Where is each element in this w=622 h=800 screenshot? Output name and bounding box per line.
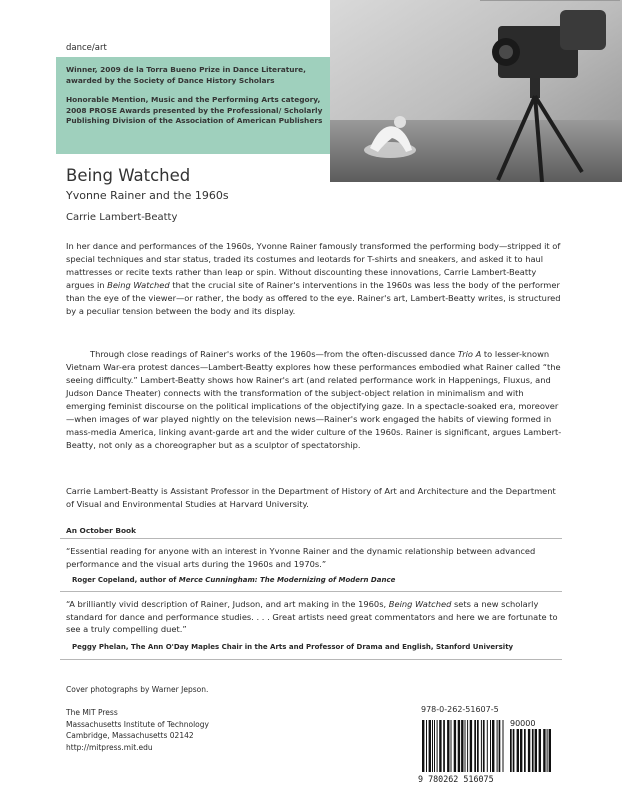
barcode-bar [454,720,456,772]
description-paragraph-2: Through close readings of Rainer's works of the 1960s—from the often-discussed dance Trio A to lesser-known Vietnam War-era protest dances—Lambert-Beatty explores how these performances embodied what Rainer called “the seeing difficulty.” Lambert-Beatty shows how Rainer's art (and related performance work in Happenings, Fluxus, and Judson Dance Theater) connects with the transformation of the subject-object relation in minimalism and with emerging feminist discourse on the political implications of the objectifying gaze. In a spectacle-soaked era, moreover—when images of war played nightly on the television news—Rainer's work engaged the habits of viewing formed in mass-media America, linking avant-garde art and the wider culture of the 1960s. Rainer is significant, argues Lambert-Beatty, not only as a choreographer but as a sculptor of spectatorship. [66,349,562,451]
barcode-bar [499,720,501,772]
barcode-digits: 9 780262 516075 [418,774,494,784]
category-label: dance/art [66,43,107,53]
barcode-bar [490,720,491,772]
author-bio: Carrie Lambert-Beatty is Assistant Professor in the Department of History of Art and Architecture and the Department of Visual and Environmental Studies at Harvard University. [66,486,556,510]
barcode-bar [422,720,424,772]
divider [60,659,562,660]
award-prose: Honorable Mention, Music and the Performing Arts category, 2008 PROSE Awards presented by the Professional/ Scholarly Publishing Division of the Association of American Publishers [66,95,323,125]
barcode-bar [434,720,435,772]
book-title: Being Watched [66,166,191,185]
divider [60,538,562,539]
barcode-bar [543,729,545,772]
barcode [418,718,558,784]
barcode-bar [528,729,530,772]
book-author: Carrie Lambert-Beatty [66,212,178,223]
barcode-bar [481,720,482,772]
quote-attribution-phelan: Peggy Phelan, The Ann O'Day Maples Chair in the Arts and Professor of Drama and English, Stanford University [72,643,514,651]
barcode-bar [492,720,494,772]
barcode-bar [549,729,551,772]
barcode-bar [432,720,433,772]
quote-text: “A brilliantly vivid description of Rainer, Judson, and art making in the 1960s, Being Watched sets a new scholarly standard for dance and performance studies. . . . Great artists need great commentators and here we are fortunate to see a truly compelling duet.” [66,599,558,634]
barcode-bar [510,729,512,772]
publisher-city: Cambridge, Massachusetts 02142 [66,731,194,740]
barcode-bar [443,720,445,772]
publisher-institution: Massachusetts Institute of Technology [66,719,209,729]
quote-copeland [66,545,566,570]
barcode-bar [497,720,498,772]
barcode-bar [513,729,515,772]
barcode-bar [467,720,468,772]
barcode-bar [451,720,452,772]
barcode-bar [517,729,519,772]
publisher-name: The MIT Press [66,708,118,717]
book-subtitle: Yvonne Rainer and the 1960s [66,189,229,202]
quote-text: “Essential reading for anyone with an interest in Yvonne Rainer and the dynamic relationship between advanced performance and the visual arts during the 1960s and 1970s.” [66,546,536,569]
barcode-bar [429,720,431,772]
barcode-bar [426,720,427,772]
publisher-url[interactable]: http://mitpress.mit.edu [66,742,153,752]
awards-box [56,57,330,154]
barcode-bar [532,729,534,772]
quote-phelan [66,598,566,636]
barcode-bar [535,729,537,772]
barcode-bar [524,729,526,772]
barcode-bar [470,720,472,772]
quote-attribution-copeland: Roger Copeland, author of Merce Cunningham: The Modernizing of Modern Dance [72,576,396,584]
barcode-bar [520,729,522,772]
barcode-addon-bars [510,729,551,772]
barcode-bar [547,729,548,772]
barcode-bar [465,720,466,772]
barcode-bar [487,720,488,772]
cover-photo [330,0,622,182]
barcode-bar [461,720,463,772]
barcode-bar [477,720,479,772]
barcode-bar [539,729,541,772]
barcode-bar [503,720,504,772]
divider [60,591,562,592]
isbn: 978-0-262-51607-5 [421,705,499,714]
barcode-bar [458,720,460,772]
series-label: An October Book [66,526,137,535]
barcode-bar [447,720,449,772]
barcode-bar [437,720,438,772]
barcode-bar [474,720,476,772]
barcode-addon-digits: 90000 [510,719,536,728]
barcode-bar [439,720,441,772]
barcode-bars [422,720,504,772]
photo-credit: Cover photographs by Warner Jepson. [66,685,209,694]
award-torra-bueno: Winner, 2009 de la Torra Bueno Prize in Dance Literature, awarded by the Society of Dance History Scholars [66,65,306,85]
barcode-bar [483,720,485,772]
description-paragraph-1: In her dance and performances of the 1960s, Yvonne Rainer famously transformed the performing body—stripped it of special techniques and star status, traded its costumes and leotards for T-shirts and sneakers, and asked it to haul mattresses or recite texts rather than leap or spin. Without discounting these innovations, Carrie Lambert-Beatty argues in Being Watched that the crucial site of Rainer's interventions in the 1960s was less the body of the performer than the eye of the viewer—or rather, the body as offered to the eye. Rainer's art, Lambert-Beatty writes, is structured by a peculiar tension between the body and its display. [66,241,561,317]
publisher-address [66,707,209,753]
